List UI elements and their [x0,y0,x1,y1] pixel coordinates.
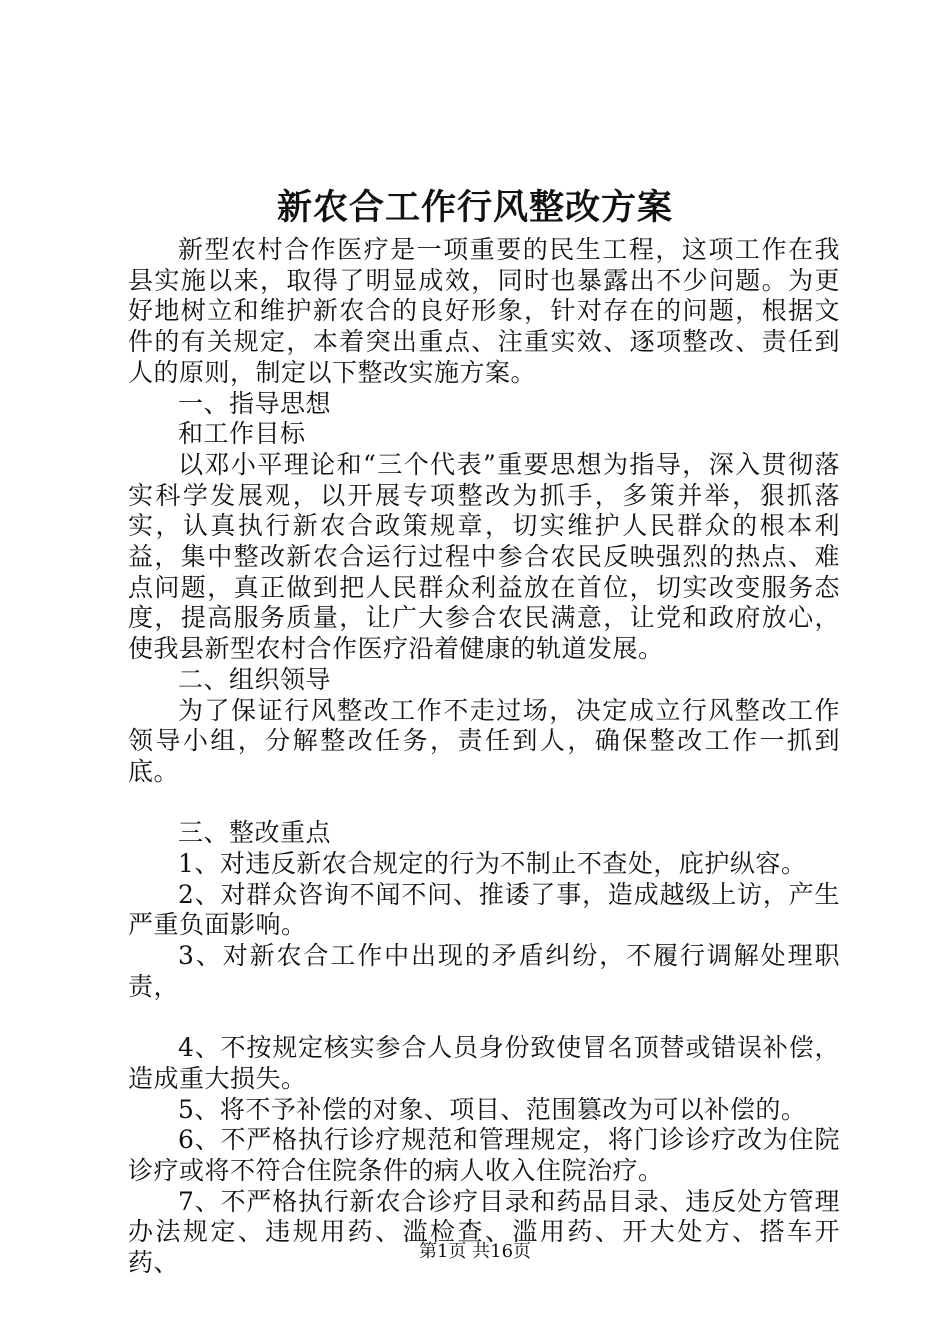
guiding-paragraph: 以邓小平理论和“三个代表”重要思想为指导，深入贯彻落实科学发展观，以开展专项整改为抓手，多策并举，狠抓落实，认真执行新农合政策规章，切实维护人民群众的根本利益，集中整改新农合运行过程中参合农民反映强烈的热点、难点问题，真正做到把人民群众利益放在首位，切实改变服务态度，提高服务质量，让广大参合农民满意，让党和政府放心，使我县新型农村合作医疗沿着健康的轨道发展。 [128,449,840,664]
list-item-2: 2、对群众咨询不闻不问、推诿了事，造成越级上访，产生严重负面影响。 [128,879,840,940]
document-body [128,235,840,1279]
section-heading-1-cont: 和工作目标 [178,419,306,449]
list-item-1: 1、对违反新农合规定的行为不制止不查处，庇护纵容。 [178,849,807,879]
list-item-6: 6、不严格执行诊疗规范和管理规定，将门诊诊疗改为住院诊疗或将不符合住院条件的病人收入住院治疗。 [128,1125,840,1186]
document-title: 新农合工作行风整改方案 [276,187,673,228]
intro-paragraph: 新型农村合作医疗是一项重要的民生工程，这项工作在我县实施以来，取得了明显成效，同时也暴露出不少问题。为更好地树立和维护新农合的良好形象，针对存在的问题，根据文件的有关规定，本着突出重点、注重实效、逐项整改、责任到人的原则，制定以下整改实施方案。 [128,235,840,387]
list-item-3: 3、对新农合工作中出现的矛盾纠纷，不履行调解处理职责， [128,941,840,1001]
section-heading-2: 二、组织领导 [178,664,332,694]
list-item-7: 7、不严格执行新农合诊疗目录和药品目录、违反处方管理办法规定、违规用药、滥检查、滥用药、开大处方、搭车开药、 [128,1186,840,1278]
section-heading-3: 三、整改重点 [178,818,332,848]
page-number: 第1页 共16页 [418,1241,532,1262]
list-item-5: 5、将不予补偿的对象、项目、范围篡改为可以补偿的。 [178,1094,807,1124]
organization-paragraph: 为了保证行风整改工作不走过场，决定成立行风整改工作领导小组，分解整改任务，责任到人，确保整改工作一抓到底。 [128,695,840,786]
section-heading-1: 一、指导思想 [178,388,332,418]
list-item-4: 4、不按规定核实参合人员身份致使冒名顶替或错误补偿，造成重大损失。 [128,1033,840,1093]
